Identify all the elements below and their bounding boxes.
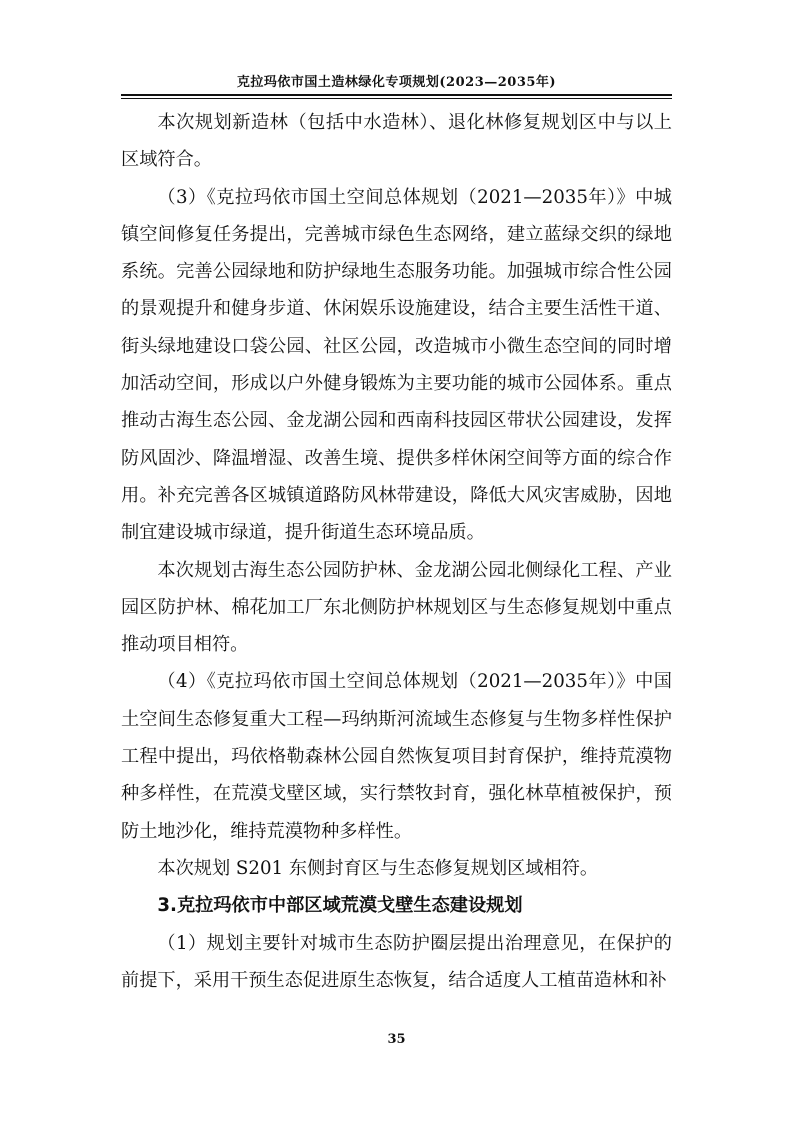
header-rule-thin	[121, 98, 672, 99]
paragraph: （3）《克拉玛依市国土空间总体规划（2021—2035年）》中城镇空间修复任务提出，完善城市绿色生态网络，建立蓝绿交织的绿地系统。完善公园绿地和防护绿地生态服务功能。加强城市综合性公园的景观提升和健身步道、休闲娱乐设施建设，结合主要生活性干道、街头绿地建设口袋公园、社区公园，改造城市小微生态空间的同时增加活动空间，形成以户外健身锻炼为主要功能的城市公园体系。重点推动古海生态公园、金龙湖公园和西南科技园区带状公园建设，发挥防风固沙、降温增湿、改善生境、提供多样休闲空间等方面的综合作用。补充完善各区城镇道路防风林带建设，降低大风灾害威胁，因地制宜建设城市绿道，提升街道生态环境品质。	[121, 186, 672, 544]
paragraph: （4）《克拉玛依市国土空间总体规划（2021—2035年）》中国土空间生态修复重大工程—玛纳斯河流域生态修复与生物多样性保护工程中提出，玛依格勒森林公园自然恢复项目封育保护，维持荒漠物种多样性，在荒漠戈壁区域，实行禁牧封育，强化林草植被保护，预防土地沙化，维持荒漠物种多样性。	[121, 671, 672, 842]
paragraph: 本次规划古海生态公园防护林、金龙湖公园北侧绿化工程、产业园区防护林、棉花加工厂东北侧防护林规划区与生态修复规划中重点推动项目相符。	[121, 559, 672, 656]
section-heading: 3.克拉玛依市中部区域荒漠戈壁生态建设规划	[157, 895, 523, 917]
running-header: 克拉玛依市国土造林绿化专项规划(2023—2035年)	[236, 75, 557, 90]
paragraph: （1）规划主要针对城市生态防护圈层提出治理意见，在保护的前提下，采用干预生态促进原生态恢复，结合适度人工植苗造林和补	[121, 932, 672, 991]
header-rule-thick	[121, 94, 672, 96]
body-text	[121, 104, 672, 999]
paragraph: 本次规划新造林（包括中水造林）、退化林修复规划区中与以上区域符合。	[121, 112, 672, 171]
page-number: 35	[387, 1032, 406, 1047]
paragraph: 本次规划 S201 东侧封育区与生态修复规划区域相符。	[157, 857, 599, 879]
